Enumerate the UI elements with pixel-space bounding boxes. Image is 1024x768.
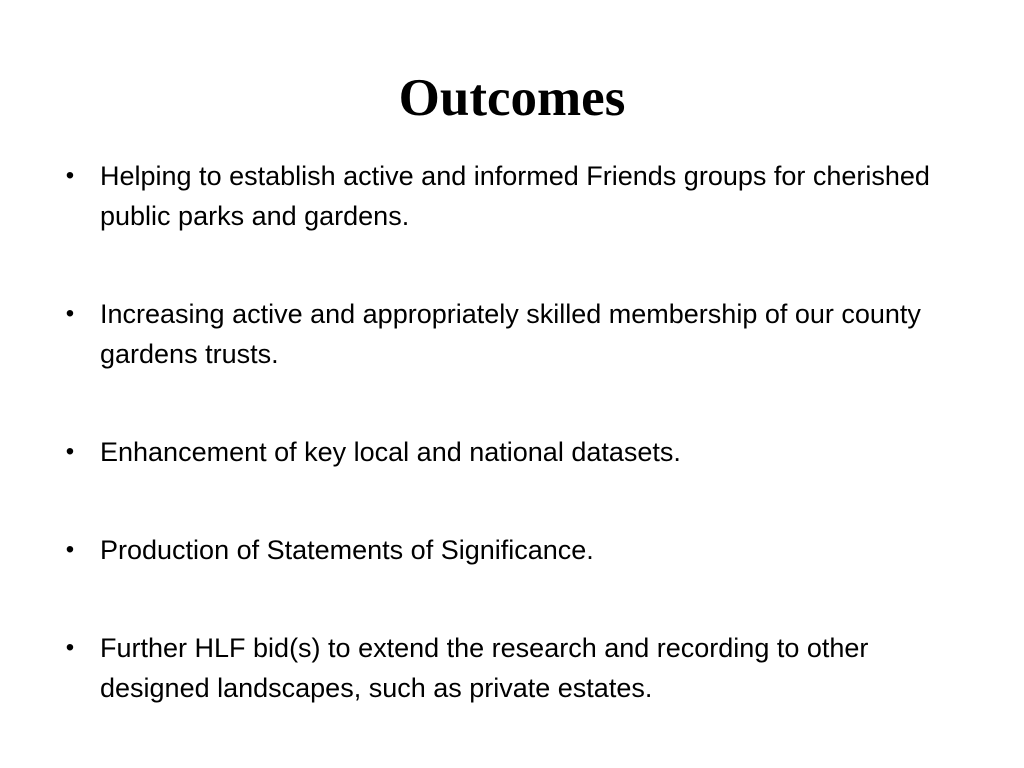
bullet-icon: • (65, 438, 75, 465)
bullet-icon: • (65, 162, 75, 189)
bullet-icon: • (65, 536, 75, 563)
bullet-icon: • (65, 634, 75, 661)
bullet-item (60, 432, 980, 472)
bullet-text: Enhancement of key local and national datasets. (100, 437, 681, 467)
bullet-text: Helping to establish active and informed Friends groups for cherished public parks and gardens. (100, 161, 930, 231)
slide-title: Outcomes (398, 69, 626, 127)
bullet-item (60, 530, 980, 570)
bullet-item (60, 294, 980, 374)
bullet-text: Production of Statements of Significance. (100, 535, 594, 565)
bullet-text: Increasing active and appropriately skilled membership of our county gardens trusts. (100, 299, 921, 369)
bullet-item (60, 156, 980, 236)
bullet-icon: • (65, 300, 75, 327)
outcomes-list (60, 156, 980, 708)
bullet-item (60, 628, 980, 708)
bullet-text: Further HLF bid(s) to extend the research and recording to other designed landscapes, such as private estates. (100, 633, 869, 703)
